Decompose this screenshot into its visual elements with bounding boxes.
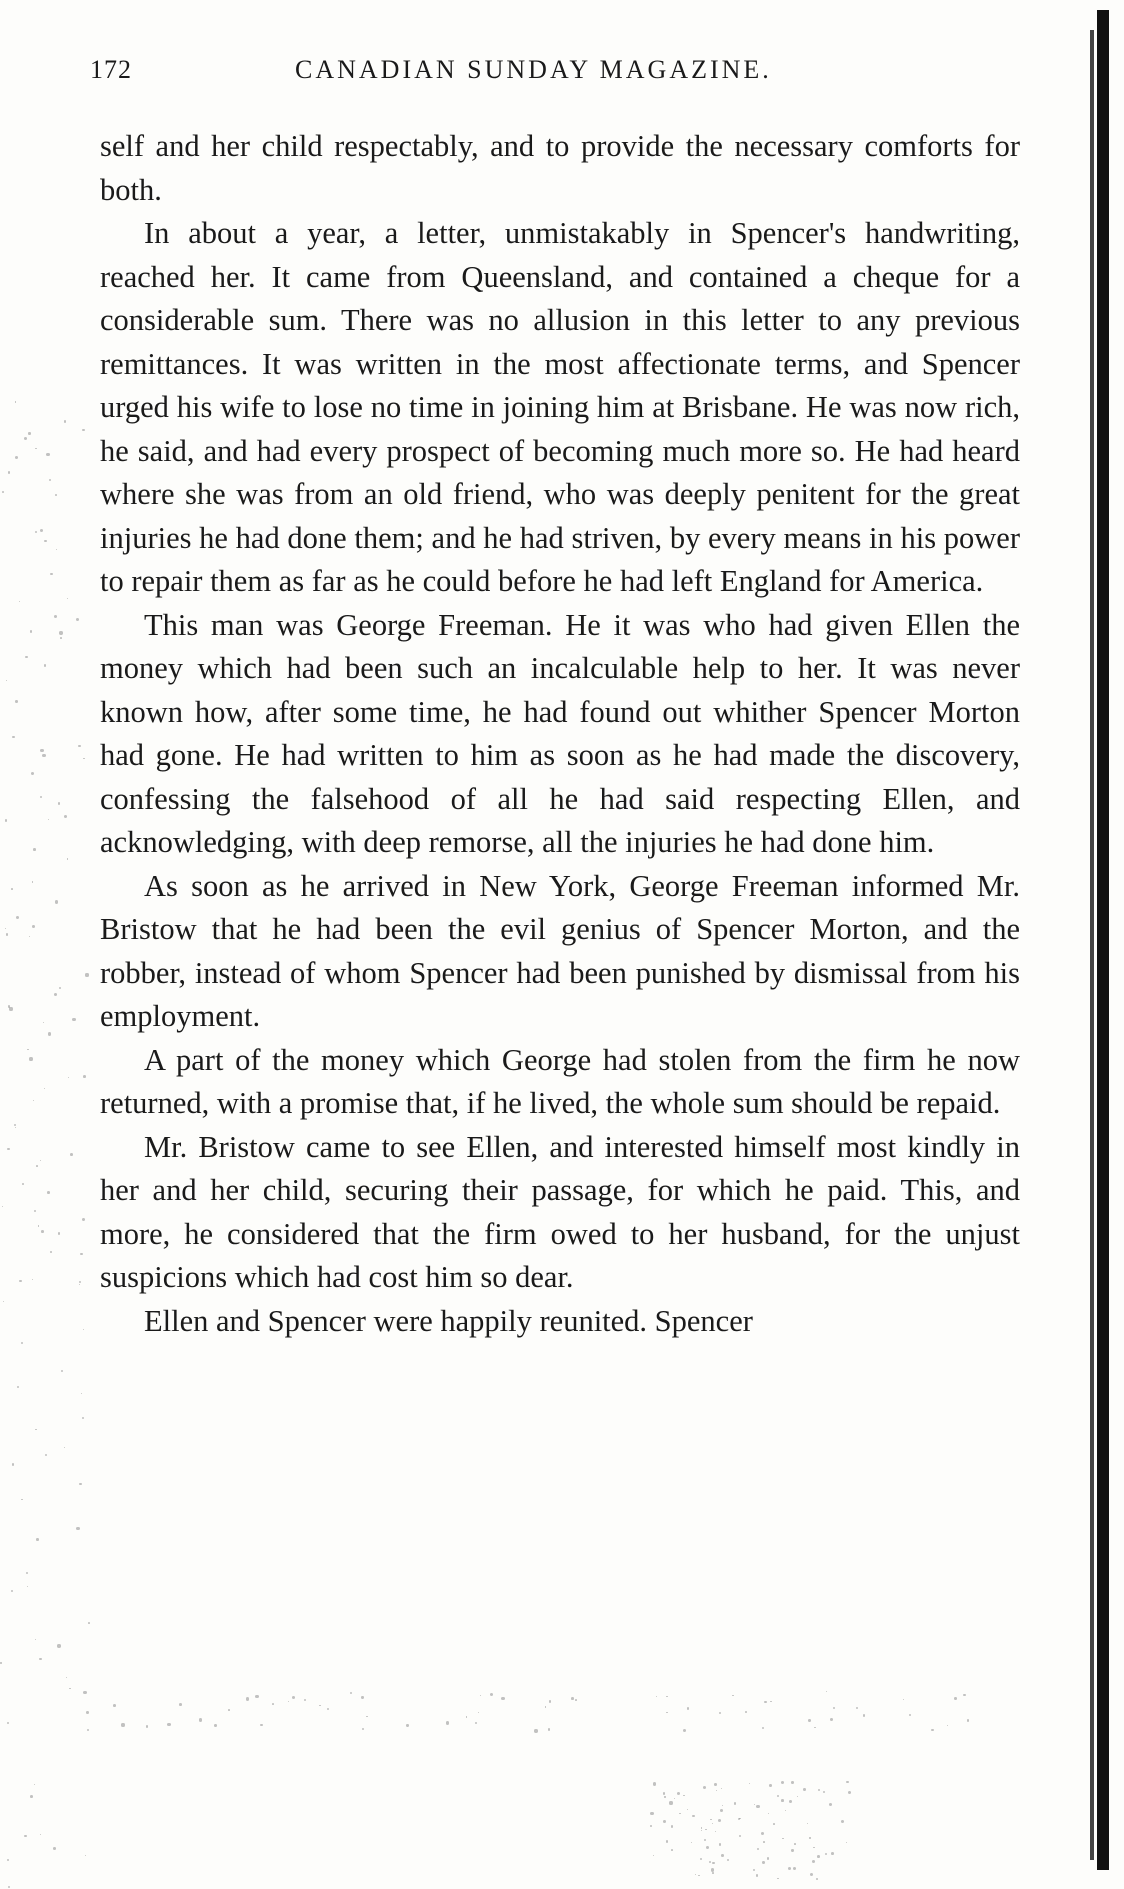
scan-speckle — [30, 1795, 33, 1798]
scan-speckle — [791, 1781, 794, 1784]
scan-speckle — [24, 437, 27, 440]
paragraph: As soon as he arrived in New York, George Freeman informed Mr. Bristow that he had been the evil genius of Spencer Morton, and the robber, instead of whom Spencer had been punished by dismissal from his employment. — [100, 868, 1020, 1033]
scan-speckle — [82, 1218, 85, 1221]
scan-speckle — [64, 420, 67, 423]
scan-speckle — [848, 1791, 851, 1794]
scan-speckle — [3, 1301, 5, 1303]
scan-speckle — [777, 1795, 779, 1797]
scan-speckle — [671, 1849, 673, 1851]
scan-speckle — [48, 819, 49, 820]
scan-speckle — [571, 1697, 574, 1700]
scan-speckle — [15, 456, 18, 459]
scan-speckle — [246, 1697, 249, 1700]
scan-speckle — [5, 819, 7, 821]
scan-speckle — [19, 601, 20, 602]
scan-speckle — [763, 1841, 765, 1843]
scan-speckle — [701, 1827, 702, 1828]
scan-speckle — [712, 1872, 714, 1874]
scan-speckle — [40, 529, 43, 532]
scan-speckle — [663, 1820, 666, 1823]
scan-speckle — [32, 1279, 33, 1280]
scan-speckle — [814, 1727, 815, 1728]
scan-speckle — [72, 1018, 75, 1021]
scan-speckle — [33, 1100, 34, 1101]
scan-speckle — [947, 1725, 948, 1726]
scan-speckle — [29, 1057, 32, 1060]
scan-speckle — [712, 1862, 714, 1864]
scan-speckle — [749, 1783, 750, 1784]
scan-speckle — [70, 1153, 73, 1156]
scan-speckle — [446, 1721, 449, 1724]
scan-speckle — [46, 453, 49, 456]
scan-speckle — [677, 1792, 680, 1795]
scan-speckle — [272, 1703, 274, 1705]
scan-speckle — [80, 1253, 82, 1255]
scan-speckle — [35, 1639, 36, 1640]
scan-speckle — [59, 631, 62, 634]
scan-speckle — [36, 1538, 39, 1541]
scan-speckle — [666, 1696, 668, 1698]
scan-speckle — [67, 858, 69, 860]
scan-speckle — [58, 1232, 61, 1235]
scan-speckle — [35, 531, 38, 534]
scan-speckle — [829, 1803, 832, 1806]
scan-speckle — [756, 1874, 758, 1876]
scan-speckle — [846, 1781, 849, 1784]
scan-speckle — [762, 1861, 765, 1864]
scan-speckle — [810, 1873, 813, 1876]
scan-speckle — [327, 1708, 330, 1711]
article-body — [100, 125, 1020, 1343]
scan-speckle — [32, 925, 35, 928]
paragraph: Mr. Bristow came to see Ellen, and interested himself most kindly in her and her child, securing their passage, for which he paid. This, and more, he considered that the firm owed to her husband, for the unjust suspicions which had cost him so dear. — [100, 1129, 1020, 1294]
scan-speckle — [683, 1729, 686, 1732]
scan-speckle — [773, 1823, 775, 1825]
scan-speckle — [813, 1847, 814, 1848]
scan-speckle — [664, 1796, 665, 1797]
scan-speckle — [11, 1590, 13, 1592]
scan-speckle — [650, 1812, 653, 1815]
scan-speckle — [350, 1692, 352, 1694]
scan-speckle — [692, 1815, 695, 1818]
scan-speckle — [260, 1724, 262, 1726]
scan-speckle — [0, 1662, 1, 1663]
scan-speckle — [719, 1712, 721, 1714]
scan-speckle — [43, 1022, 44, 1023]
running-title: CANADIAN SUNDAY MAGAZINE. — [295, 55, 772, 84]
scan-speckle — [214, 1724, 217, 1727]
scan-speckle — [35, 1429, 37, 1431]
scan-speckle — [650, 1825, 652, 1827]
scan-speckle — [803, 1788, 806, 1791]
scan-speckle — [83, 758, 84, 759]
scan-speckle — [732, 1695, 734, 1697]
page-binding-edge — [1097, 10, 1109, 1870]
scan-speckle — [762, 1727, 765, 1730]
scan-speckle — [863, 1714, 866, 1717]
scan-speckle — [362, 1728, 364, 1730]
scan-speckle — [823, 1791, 825, 1793]
scan-speckle — [40, 749, 43, 752]
scan-speckle — [545, 1706, 546, 1707]
scan-speckle — [49, 479, 52, 482]
scan-speckle — [831, 1852, 834, 1855]
scan-speckle — [61, 1370, 63, 1372]
scan-speckle — [50, 573, 52, 575]
scan-speckle — [60, 637, 62, 639]
scan-speckle — [15, 1127, 16, 1128]
scan-speckle — [31, 772, 34, 775]
scan-speckle — [35, 448, 37, 450]
scan-speckle — [807, 1823, 808, 1824]
paragraph: Ellen and Spencer were happily reunited. Spencer — [144, 1303, 753, 1338]
scan-speckle — [79, 1284, 80, 1285]
scan-speckle — [8, 1886, 10, 1888]
scan-speckle — [480, 1695, 481, 1696]
scan-speckle — [475, 1722, 477, 1724]
scan-speckle — [86, 1711, 89, 1714]
scan-speckle — [82, 1417, 84, 1419]
scan-speckle — [406, 1724, 408, 1726]
scan-speckle — [548, 1728, 551, 1731]
scan-speckle — [666, 1712, 668, 1714]
scan-speckle — [146, 1725, 149, 1728]
scan-speckle — [769, 1784, 772, 1787]
scan-speckle — [721, 1854, 724, 1857]
scan-speckle — [64, 1447, 65, 1448]
scan-speckle — [687, 1707, 689, 1709]
scan-speckle — [21, 1342, 23, 1344]
scan-speckle — [710, 1819, 712, 1821]
scan-speckle — [66, 1677, 67, 1678]
scan-speckle — [793, 1867, 796, 1870]
scan-speckle — [7, 1148, 10, 1151]
scan-speckle — [28, 432, 30, 434]
scan-speckle — [789, 1800, 792, 1803]
scan-speckle — [761, 1832, 764, 1835]
scan-speckle — [179, 1703, 182, 1706]
scan-speckle — [34, 1210, 36, 1212]
scan-speckle — [41, 1230, 44, 1233]
scan-speckle — [121, 1723, 124, 1726]
scan-speckle — [292, 1696, 295, 1699]
scan-speckle — [9, 1007, 12, 1010]
scan-speckle — [361, 1696, 363, 1698]
scan-speckle — [6, 933, 8, 935]
scan-speckle — [781, 1781, 784, 1784]
scan-speckle — [36, 1165, 38, 1167]
scan-speckle — [59, 987, 61, 989]
scan-speckle — [68, 1077, 69, 1078]
scan-speckle — [15, 700, 18, 703]
scan-speckle — [756, 1805, 759, 1808]
scan-speckle — [825, 1853, 827, 1855]
scan-speckle — [83, 1329, 84, 1330]
scan-speckle — [64, 815, 67, 818]
scan-speckle — [255, 1695, 258, 1698]
scan-speckle — [19, 1280, 21, 1282]
scan-speckle — [703, 1786, 706, 1789]
scan-speckle — [27, 1049, 28, 1050]
scan-speckle — [76, 618, 79, 621]
scan-speckle — [33, 848, 36, 851]
paragraph: self and her child respectably, and to provide the necessary comforts for both. — [100, 129, 1020, 207]
scan-speckle — [2, 1206, 3, 1207]
scan-speckle — [304, 1699, 306, 1701]
scan-speckle — [575, 1699, 577, 1701]
scan-speckle — [54, 993, 57, 996]
scan-speckle — [88, 1622, 90, 1624]
scan-speckle — [76, 1527, 79, 1530]
scan-speckle — [818, 1789, 820, 1791]
scan-speckle — [656, 1696, 657, 1697]
scan-speckle — [366, 1716, 367, 1717]
scan-speckle — [5, 928, 7, 930]
scan-speckle — [27, 1586, 29, 1588]
scan-speckle — [82, 429, 84, 431]
scan-speckle — [808, 1719, 811, 1722]
scan-speckle — [466, 1716, 468, 1718]
page-number: 172 — [90, 55, 132, 84]
scan-speckle — [501, 1697, 504, 1700]
scan-speckle — [45, 1454, 47, 1456]
scan-speckle — [12, 1463, 14, 1465]
scan-speckle — [24, 1835, 27, 1838]
scan-speckle — [30, 630, 32, 632]
scan-speckle — [81, 1393, 82, 1394]
scan-speckle — [967, 1719, 969, 1721]
scan-speckle — [954, 1697, 957, 1700]
scan-speckle — [288, 1701, 289, 1702]
scan-speckle — [653, 1855, 654, 1856]
scan-speckle — [745, 1711, 747, 1713]
scan-speckle — [7, 1859, 9, 1861]
scan-speckle — [653, 1782, 656, 1785]
scan-speckle — [55, 900, 58, 903]
scan-speckle — [38, 1225, 39, 1226]
scan-speckle — [44, 664, 46, 666]
scan-speckle — [87, 1729, 89, 1731]
scan-speckle — [812, 1860, 815, 1863]
paragraph: In about a year, a letter, unmistakably in Spencer's handwriting, reached her. It came from Queensland, and contained a cheque for a considerable sum. There was no allusion in this letter to any previous remittances. It was written in the most affectionate terms, and Spencer urged his wife to lose no time in joining him at Brisbane. He was now rich, he said, and had every prospect of becoming much more so. He had heard where she was from an old friend, who was deeply penitent for the great injuries he had done them; and he had striven, by every means in his power to repair them as far as he could before he had left England for America. — [100, 216, 1020, 598]
scan-speckle — [32, 881, 34, 883]
scan-speckle — [734, 1802, 736, 1804]
scan-speckle — [21, 1499, 23, 1501]
scan-speckle — [48, 1032, 51, 1035]
scan-speckle — [931, 1729, 933, 1731]
page-binding-shadow — [1090, 30, 1094, 1860]
scan-speckle — [69, 1688, 71, 1690]
scan-speckle — [54, 615, 57, 618]
scan-speckle — [791, 1849, 793, 1851]
scan-speckle — [47, 1191, 50, 1194]
scan-speckle — [666, 1840, 668, 1842]
scan-speckle — [40, 796, 42, 798]
scan-speckle — [167, 1723, 170, 1726]
scan-speckle — [490, 1693, 493, 1696]
scan-speckle — [6, 680, 7, 681]
page-header — [90, 55, 1020, 95]
scan-speckle-cluster — [640, 1790, 800, 1870]
scan-speckle — [711, 1868, 714, 1871]
scan-speckle — [14, 1124, 16, 1126]
scan-speckle — [816, 1878, 818, 1880]
scan-speckle — [79, 1483, 81, 1485]
scan-speckle — [29, 936, 30, 937]
scan-speckle — [319, 1705, 321, 1707]
scan-speckle — [26, 1572, 28, 1574]
scan-speckle — [478, 1712, 479, 1713]
scan-speckle — [25, 656, 28, 659]
scan-speckle — [83, 1691, 86, 1694]
scan-speckle — [2, 491, 4, 493]
scan-speckle — [856, 1707, 858, 1709]
scan-speckle — [15, 401, 16, 402]
scan-speckle — [846, 1842, 847, 1843]
scan-speckle — [199, 1718, 202, 1721]
scan-speckle — [16, 916, 19, 919]
scan-speckle — [42, 754, 45, 757]
scan-speckle — [817, 1855, 820, 1858]
scan-speckle — [830, 1718, 833, 1721]
scan-speckle — [113, 1704, 116, 1707]
scan-speckle — [549, 1700, 552, 1703]
scan-speckle — [55, 494, 57, 496]
scan-speckle — [695, 1874, 696, 1875]
scan-speckle — [764, 1701, 766, 1703]
scan-speckle — [714, 1783, 717, 1786]
scan-speckle — [85, 1855, 86, 1856]
scan-speckle — [669, 1801, 672, 1804]
scan-speckle — [44, 1088, 45, 1089]
paragraph: This man was George Freeman. He it was who had given Ellen the money which had been such an incalculable help to her. It was never known how, after some time, he had found out whither Spencer Morton had gone. He had written to him as soon as he had made the discovery, confessing the falsehood of all he had said respecting Ellen, and acknowledging, with deep remorse, all the injuries he had done him. — [100, 607, 1020, 859]
scan-speckle — [57, 1644, 60, 1647]
scan-speckle — [17, 1386, 19, 1388]
scan-speckle — [963, 1694, 966, 1697]
scan-speckle — [39, 1658, 41, 1660]
scan-speckle — [78, 745, 81, 748]
scan-speckle — [841, 1820, 844, 1823]
scan-speckle — [781, 1799, 784, 1802]
scan-speckle — [833, 1707, 835, 1709]
scan-speckle — [534, 1729, 537, 1732]
scan-speckle — [909, 1714, 911, 1716]
scan-speckle — [903, 1699, 904, 1700]
scan-speckle — [8, 471, 10, 473]
scan-speckle — [770, 1701, 771, 1702]
scan-speckle — [228, 1709, 230, 1711]
scan-speckle — [58, 802, 61, 805]
scan-speckle — [56, 549, 57, 550]
scan-speckle — [698, 1875, 700, 1877]
scan-speckle — [40, 1160, 42, 1162]
scan-speckle — [44, 540, 47, 543]
scan-speckle — [34, 1784, 35, 1785]
scan-speckle — [67, 598, 69, 600]
scan-speckle — [85, 973, 88, 976]
scan-speckle — [22, 1183, 24, 1185]
scan-speckle — [7, 1722, 9, 1724]
scan-speckle — [40, 1834, 41, 1835]
scan-speckle — [739, 1835, 741, 1837]
scan-speckle — [11, 888, 13, 890]
scan-speckle — [53, 1847, 56, 1850]
scan-speckle — [79, 1281, 81, 1283]
paragraph: A part of the money which George had stolen from the firm he now returned, with a promise that, if he lived, the whole sum should be repaid. — [100, 1042, 1020, 1120]
scan-speckle — [809, 1837, 810, 1838]
scan-speckle — [83, 1075, 86, 1078]
scan-speckle — [826, 1691, 827, 1692]
scan-speckle — [777, 1878, 778, 1879]
scan-speckle — [691, 1842, 692, 1843]
scan-speckle — [12, 736, 15, 739]
scan-speckle — [727, 1859, 729, 1861]
scan-speckle — [50, 1251, 52, 1253]
